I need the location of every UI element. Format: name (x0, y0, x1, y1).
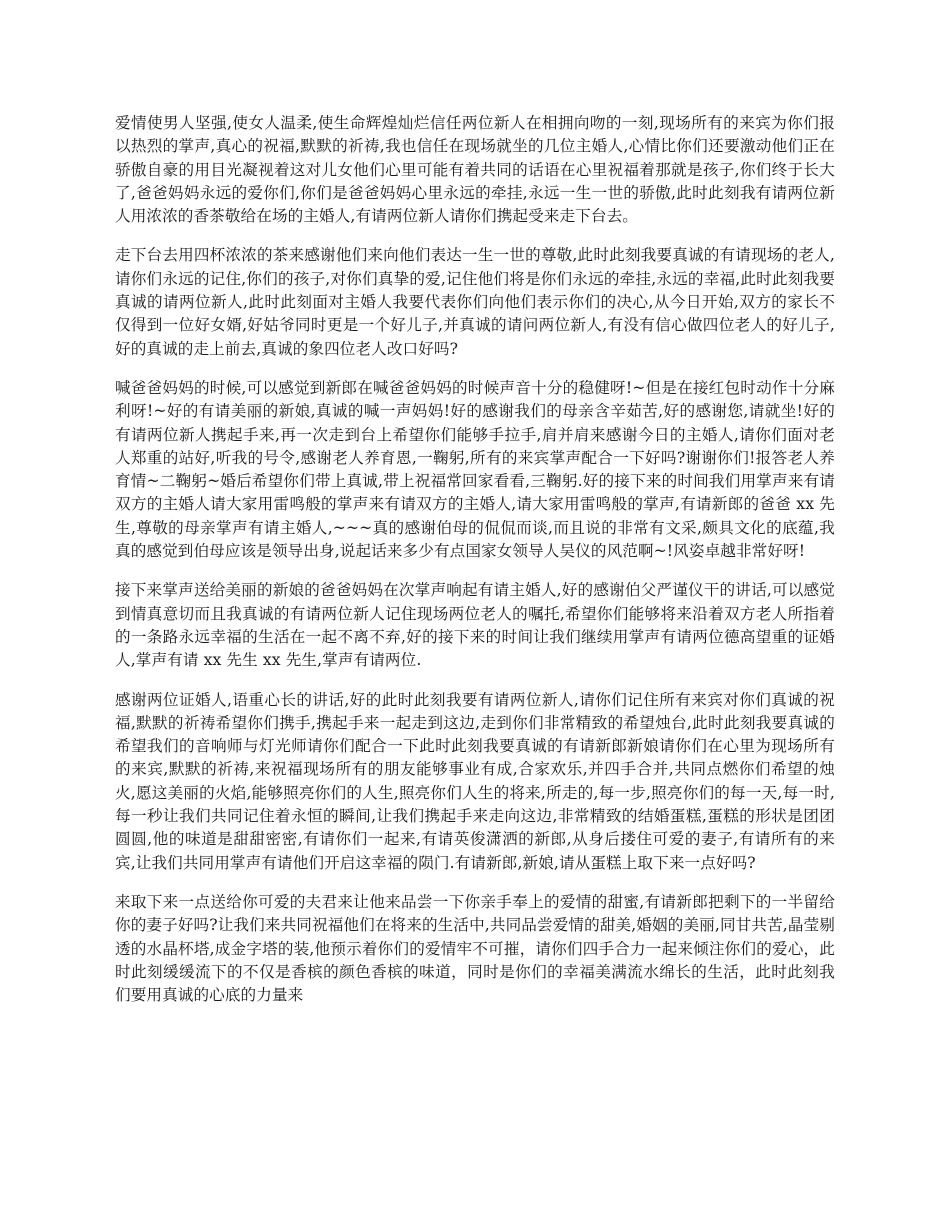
paragraph-5: 感谢两位证婚人,语重心长的讲话,好的此时此刻我要有请两位新人,请你们记住所有来宾对你们真诚的祝福,默默的祈祷希望你们携手,携起手来一起走到这边,走到你们非常精致的希望烛台,此时此刻我要真诚的希望我们的音响师与灯光师请你们配合一下此时此刻我要真诚的有请新郎新娘请你们在心里为现场所有的来宾,默默的祈祷,来祝福现场所有的朋友能够事业有成,合家欢乐,并四手合并,共同点燃你们希望的烛火,愿这美丽的火焰,能够照亮你们的人生,照亮你们人生的将来,所走的,每一步,照亮你们的每一天,每一时,每一秒让我们共同记住着永恒的瞬间,让我们携起手来走向这边,非常精致的结婚蛋糕,蛋糕的形状是团团圆圆,他的味道是甜甜密密,有请你们一起来,有请英俊潇洒的新郎,从身后搂住可爱的妻子,有请所有的来宾,让我们共同用掌声有请他们开启这幸福的陨门.有请新郎,新娘,请从蛋糕上取下来一点好吗? (115, 690, 835, 872)
document-body (115, 112, 835, 1023)
paragraph-3: 喊爸爸妈妈的时候,可以感觉到新郎在喊爸爸妈妈的时候声音十分的稳健呀!~但是在接红包时动作十分麻利呀!~好的有请美丽的新娘,真诚的喊一声妈妈!好的感谢我们的母亲含辛茹苦,好的感谢您,请就坐!好的有请两位新人携起手来,再一次走到台上希望你们能够手拉手,肩并肩来感谢今日的主婚人,请你们面对老人郑重的站好,听我的号令,感谢老人养育恩,一鞠躬,所有的来宾掌声配合一下好吗?谢谢你们!报答老人养育情~二鞠躬~婚后希望你们带上真诚,带上祝福常回家看看,三鞠躬.好的接下来的时间我们用掌声来有请双方的主婚人请大家用雷鸣般的掌声来有请双方的主婚人,请大家用雷鸣般的掌声,有请新郎的爸爸 xx 先生,尊敬的母亲掌声有请主婚人,~~~真的感谢伯母的侃侃而谈,而且说的非常有文采,颇具文化的底蕴,我真的感觉到伯母应该是领导出身,说起话来多少有点国家女领导人吴仪的风范啊~!风姿卓越非常好呀! (115, 378, 835, 561)
paragraph-1: 爱情使男人坚强,使女人温柔,使生命辉煌灿烂信任两位新人在相拥向吻的一刻,现场所有的来宾为你们报以热烈的掌声,真心的祝福,默默的祈祷,我也信任在现场就坐的几位主婚人,心情比你们还要激动他们正在骄傲自豪的用目光凝视着这对儿女他们心里可能有着共同的话语在心里祝福着那就是孩子,你们终于长大了,爸爸妈妈永远的爱你们,你们是爸爸妈妈心里永远的牵挂,永远一生一世的骄傲,此时此刻我有请两位新人用浓浓的香茶敬给在场的主婚人,有请两位新人请你们携起受来走下台去。 (115, 114, 835, 226)
paragraph-4: 接下来掌声送给美丽的新娘的爸爸妈妈在次掌声响起有请主婚人,好的感谢伯父严谨仪干的讲话,可以感觉到情真意切而且我真诚的有请两位新人记住现场两位老人的嘱托,希望你们能够将来沿着双方老人所指着的一条路永远幸福的生活在一起不离不弃,好的接下来的时间让我们继续用掌声有请两位德高望重的证婚人,掌声有请 xx 先生 xx 先生,掌声有请两位. (115, 581, 835, 670)
paragraph-6: 来取下来一点送给你可爱的夫君来让他来品尝一下你亲手奉上的爱情的甜蜜,有请新郎把剩下的一半留给你的妻子好吗?让我们来共同祝福他们在将来的生活中,共同品尝爱情的甜美,婚姻的美丽,同甘共苦,晶莹剔透的水晶杯塔,成金字塔的装,他预示着你们的爱情牢不可摧，请你们四手合力一起来倾注你们的爱心，此时此刻缓缓流下的不仅是香槟的颜色香槟的味道，同时是你们的幸福美满流水绵长的生活，此时此刻我们要用真诚的心底的力量来 (115, 892, 835, 1005)
paragraph-2: 走下台去用四杯浓浓的茶来感谢他们来向他们表达一生一世的尊敬,此时此刻我要真诚的有请现场的老人,请你们永远的记住,你们的孩子,对你们真挚的爱,记住他们将是你们永远的牵挂,永远的幸福,此时此刻我要真诚的请两位新人,此时此刻面对主婚人我要代表你们向他们表示你们的决心,从今日开始,双方的家长不仅得到一位好女婿,好姑爷同时更是一个好儿子,并真诚的请问两位新人,有没有信心做四位老人的好儿子,好的真诚的走上前去,真诚的象四位老人改口好吗? (115, 246, 835, 358)
